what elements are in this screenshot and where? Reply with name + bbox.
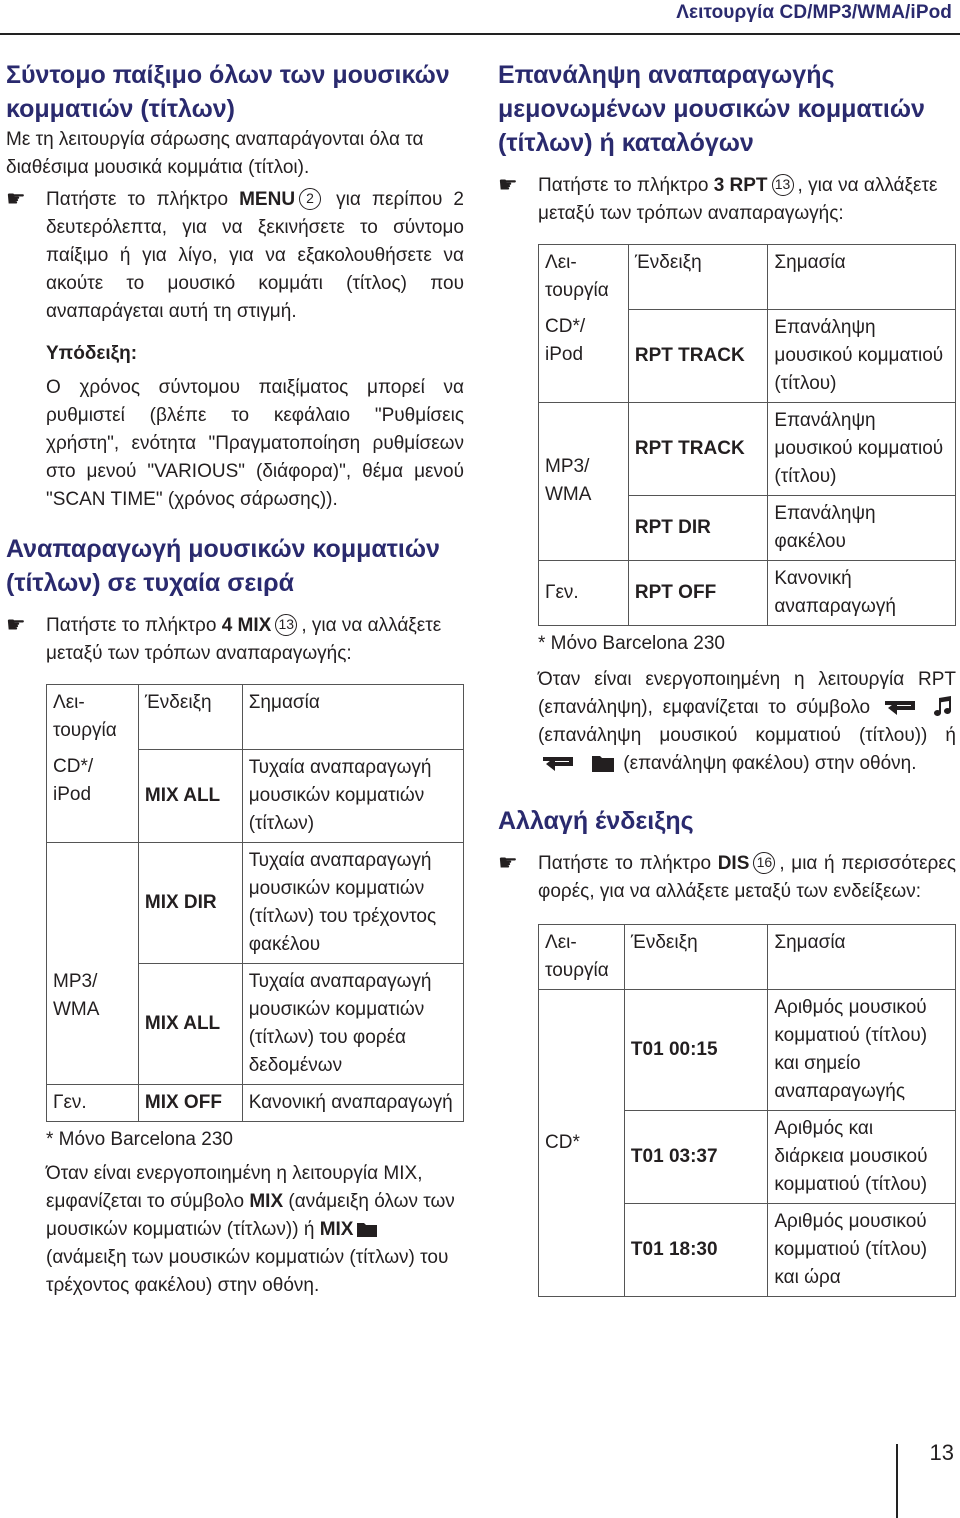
table-header-cell: Ένδειξη bbox=[628, 245, 768, 310]
table-header-cell: Σημασία bbox=[768, 924, 956, 989]
table-row bbox=[47, 842, 464, 963]
table-cell-mode: Γεν. bbox=[539, 560, 629, 625]
folder-icon bbox=[591, 753, 615, 773]
table-row bbox=[539, 989, 956, 1110]
table-cell-mode: CD* bbox=[539, 989, 625, 1296]
mix-step: ☛ Πατήστε το πλήκτρο 4 MIX 13 , για να αλλάξετε μεταξύ των τρόπων αναπαραγωγής: bbox=[6, 612, 442, 664]
repeat-arrow-icon bbox=[883, 697, 927, 717]
table-cell-code: T01 03:37 bbox=[624, 1110, 767, 1203]
table-cell-code: RPT TRACK bbox=[628, 309, 768, 402]
scan-heading: Σύντομο παίξιμο όλων των μουσικών κομματιών (τίτλων) bbox=[6, 61, 450, 123]
mix-dir-symbol: MIX bbox=[319, 1218, 354, 1240]
table-cell-meaning: Αριθμός μουσικού κομματιού (τίτλου) και ώρα bbox=[768, 1203, 956, 1296]
page-header-title: Λειτουργία CD/MP3/WMA/iPod bbox=[676, 2, 952, 23]
table-cell-code: T01 18:30 bbox=[624, 1203, 767, 1296]
key-number-badge: 13 bbox=[772, 174, 794, 196]
table-cell-code: MIX ALL bbox=[138, 963, 242, 1084]
table-row bbox=[539, 560, 956, 625]
table-cell-code: RPT DIR bbox=[628, 495, 768, 560]
table-cell-mode: MP3/ WMA bbox=[47, 842, 139, 1084]
rpt-key-label: 3 RPT bbox=[713, 175, 768, 196]
right-column bbox=[498, 58, 956, 1297]
table-cell-code: MIX OFF bbox=[138, 1084, 242, 1121]
table-cell-meaning: Επανάληψη φακέλου bbox=[768, 495, 956, 560]
table-row bbox=[539, 402, 956, 495]
repeat-step: ☛ Πατήστε το πλήκτρο 3 RPT 13 , για να αλλάξετε μεταξύ των τρόπων αναπαραγωγής: bbox=[498, 172, 938, 224]
table-header-cell: Λει-τουργία bbox=[539, 245, 629, 310]
display-heading: Αλλαγή ένδειξης bbox=[498, 806, 694, 835]
hand-pointer-icon: ☛ bbox=[6, 612, 26, 637]
table-header-row bbox=[539, 924, 956, 989]
key-number-badge: 16 bbox=[753, 852, 775, 874]
page-number: 13 bbox=[929, 1440, 954, 1465]
key-number-badge: 2 bbox=[299, 188, 321, 210]
mix-table bbox=[46, 684, 464, 1122]
hand-pointer-icon: ☛ bbox=[498, 849, 518, 875]
note-text: Ο χρόνος σύντομου παιξίματος μπορεί να ρυθμιστεί (βλέπε το κεφάλαιο "Ρυθμίσεις χρήστη", ενότητα "Πραγματοποίηση ρυθμίσεων στο μενού "VARIOUS" (διάφορα)", θέμα μενού "SCAN TIME" (χρόνος σάρωσης)). bbox=[46, 377, 464, 510]
table-cell-code: MIX DIR bbox=[138, 842, 242, 963]
table-header-cell: Ένδειξη bbox=[138, 685, 242, 750]
left-column bbox=[6, 58, 464, 1300]
table-cell-meaning: Τυχαία αναπαραγωγή μουσικών κομματιών (τίτλων) bbox=[242, 749, 463, 842]
table-row bbox=[539, 309, 956, 402]
repeat-after-text: Όταν είναι ενεργοποιημένη η λειτουργία RPT (επανάληψη), εμφανίζεται το σύμβολο (επανάληψη μουσικού κομματιού (τίτλου)) ή (επανάληψη φακέλου) στην οθόνη. bbox=[538, 668, 956, 774]
table-header-cell: Ένδειξη bbox=[624, 924, 767, 989]
table-cell-meaning: Τυχαία αναπαραγωγή μουσικών κομματιών (τίτλων) του φορέα δεδομένων bbox=[242, 963, 463, 1084]
repeat-footnote: * Μόνο Barcelona 230 bbox=[538, 632, 725, 654]
table-cell-code: MIX ALL bbox=[138, 749, 242, 842]
mix-heading: Αναπαραγωγή μουσικών κομματιών (τίτλων) σε τυχαία σειρά bbox=[6, 535, 440, 597]
display-table bbox=[538, 924, 956, 1297]
table-cell-code: T01 00:15 bbox=[624, 989, 767, 1110]
table-header-cell: Λει-τουργία bbox=[539, 924, 625, 989]
table-cell-code: RPT TRACK bbox=[628, 402, 768, 495]
repeat-table bbox=[538, 244, 956, 626]
table-cell-code: RPT OFF bbox=[628, 560, 768, 625]
page-number-divider bbox=[896, 1444, 898, 1518]
mix-after-text: Όταν είναι ενεργοποιημένη η λειτουργία MIX, εμφανίζεται το σύμβολο MIX (ανάμειξη όλων των μουσικών κομματιών (τίτλων)) ή MIX (ανάμειξη των μουσικών κομματιών (τίτλων) του τρέχοντος φακέλου) στην οθόνη. bbox=[46, 1162, 455, 1296]
scan-intro: Με τη λειτουργία σάρωσης αναπαράγονται όλα τα διαθέσιμα μουσικά κομμάτια (τίτλοι). bbox=[6, 129, 424, 178]
table-row bbox=[47, 749, 464, 842]
repeat-heading: Επανάληψη αναπαραγωγής μεμονωμένων μουσικών κομματιών (τίτλων) ή καταλόγων bbox=[498, 61, 925, 157]
note-title: Υπόδειξη: bbox=[46, 343, 138, 364]
table-header-row bbox=[539, 245, 956, 310]
repeat-arrow-icon bbox=[541, 753, 585, 773]
header-divider bbox=[0, 33, 960, 35]
dis-key-label: DIS bbox=[717, 852, 750, 874]
mix-key-label: 4 MIX bbox=[221, 615, 272, 636]
table-row bbox=[47, 1084, 464, 1121]
table-cell-meaning: Κανονική αναπαραγωγή bbox=[768, 560, 956, 625]
table-cell-meaning: Τυχαία αναπαραγωγή μουσικών κομματιών (τίτλων) του τρέχοντος φακέλου bbox=[242, 842, 463, 963]
table-header-cell: Σημασία bbox=[242, 685, 463, 750]
scan-step: ☛ Πατήστε το πλήκτρο MENU 2 για περίπου 2 δευτερόλεπτα, για να ξεκινήσετε το σύντομο παίξιμο ή για λίγο, για να εξακολουθήσετε να ακούτε το μουσικό κομμάτι (τίτλος) που αναπαράγεται αυτή τη στιγμή. bbox=[6, 186, 464, 322]
table-cell-mode: CD*/ iPod bbox=[539, 309, 629, 402]
mix-footnote: * Μόνο Barcelona 230 bbox=[46, 1128, 233, 1150]
menu-key-label: MENU bbox=[239, 189, 296, 210]
table-cell-mode: Γεν. bbox=[47, 1084, 139, 1121]
table-cell-mode: CD*/ iPod bbox=[47, 749, 139, 842]
table-cell-meaning: Κανονική αναπαραγωγή bbox=[242, 1084, 463, 1121]
table-header-cell: Σημασία bbox=[768, 245, 956, 310]
table-cell-meaning: Αριθμός μουσικού κομματιού (τίτλου) και σημείο αναπαραγωγής bbox=[768, 989, 956, 1110]
mix-all-symbol: MIX bbox=[249, 1190, 284, 1212]
key-number-badge: 13 bbox=[275, 614, 297, 636]
hand-pointer-icon: ☛ bbox=[498, 172, 518, 197]
hand-pointer-icon: ☛ bbox=[6, 186, 26, 211]
music-note-icon bbox=[933, 696, 953, 718]
table-header-cell: Λει-τουργία bbox=[47, 685, 139, 750]
display-step: ☛ Πατήστε το πλήκτρο DIS 16 , μια ή περισσότερες φορές, για να αλλάξετε μεταξύ των ενδείξεων: bbox=[498, 849, 956, 902]
table-cell-meaning: Επανάληψη μουσικού κομματιού (τίτλου) bbox=[768, 402, 956, 495]
table-cell-meaning: Επανάληψη μουσικού κομματιού (τίτλου) bbox=[768, 309, 956, 402]
table-header-row bbox=[47, 685, 464, 750]
table-cell-meaning: Αριθμός και διάρκεια μουσικού κομματιού (τίτλου) bbox=[768, 1110, 956, 1203]
table-cell-mode: MP3/ WMA bbox=[539, 402, 629, 560]
folder-icon bbox=[356, 1220, 378, 1238]
